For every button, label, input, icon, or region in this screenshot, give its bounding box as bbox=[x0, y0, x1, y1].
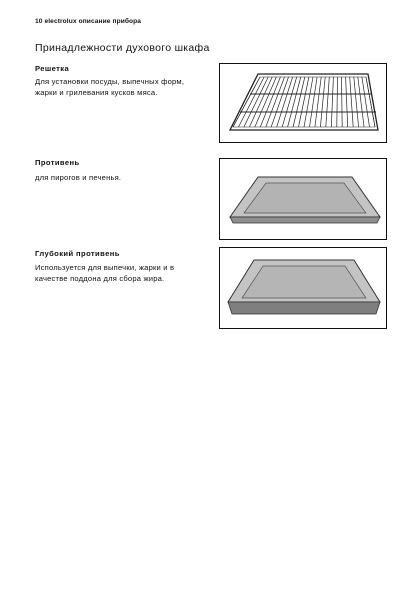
rack-wire bbox=[255, 77, 276, 127]
rack-wire bbox=[354, 77, 359, 127]
rack-wire bbox=[326, 77, 330, 127]
deep-tray-illustration bbox=[219, 247, 387, 329]
section-title: Принадлежности духового шкафа bbox=[35, 42, 210, 54]
item-title-rack: Решетка bbox=[35, 64, 70, 73]
rack-wire bbox=[346, 77, 348, 127]
rack-wire bbox=[304, 77, 313, 127]
item-description-rack: Для установки посуды, выпечных форм, жарки и грилевания кусков мяса. bbox=[35, 77, 185, 98]
rack-wire bbox=[320, 77, 325, 127]
item-description-deep-tray: Используется для выпечки, жарки и в качестве поддона для сбора жира. bbox=[35, 263, 175, 284]
header-text: описание прибора bbox=[78, 18, 142, 25]
rack-wire bbox=[337, 77, 338, 127]
item-title-deep-tray: Глубокий противень bbox=[35, 249, 120, 258]
item-description-tray: для пирогов и печенья. bbox=[35, 173, 122, 182]
rack-wire bbox=[271, 77, 288, 127]
rack-wire bbox=[350, 77, 354, 127]
oven-rack-drawing bbox=[220, 64, 386, 142]
rack-wire bbox=[260, 77, 280, 127]
rack-wire bbox=[342, 77, 343, 127]
rack-wire bbox=[299, 77, 309, 127]
page-number: 10 bbox=[35, 18, 43, 25]
oven-rack-illustration bbox=[219, 63, 387, 143]
item-title-tray: Противень bbox=[35, 158, 80, 167]
page-header bbox=[35, 18, 141, 25]
rack-wire bbox=[331, 77, 333, 127]
baking-tray-illustration bbox=[219, 158, 387, 240]
rack-wire bbox=[239, 77, 265, 127]
brand-name: electrolux bbox=[44, 18, 77, 25]
